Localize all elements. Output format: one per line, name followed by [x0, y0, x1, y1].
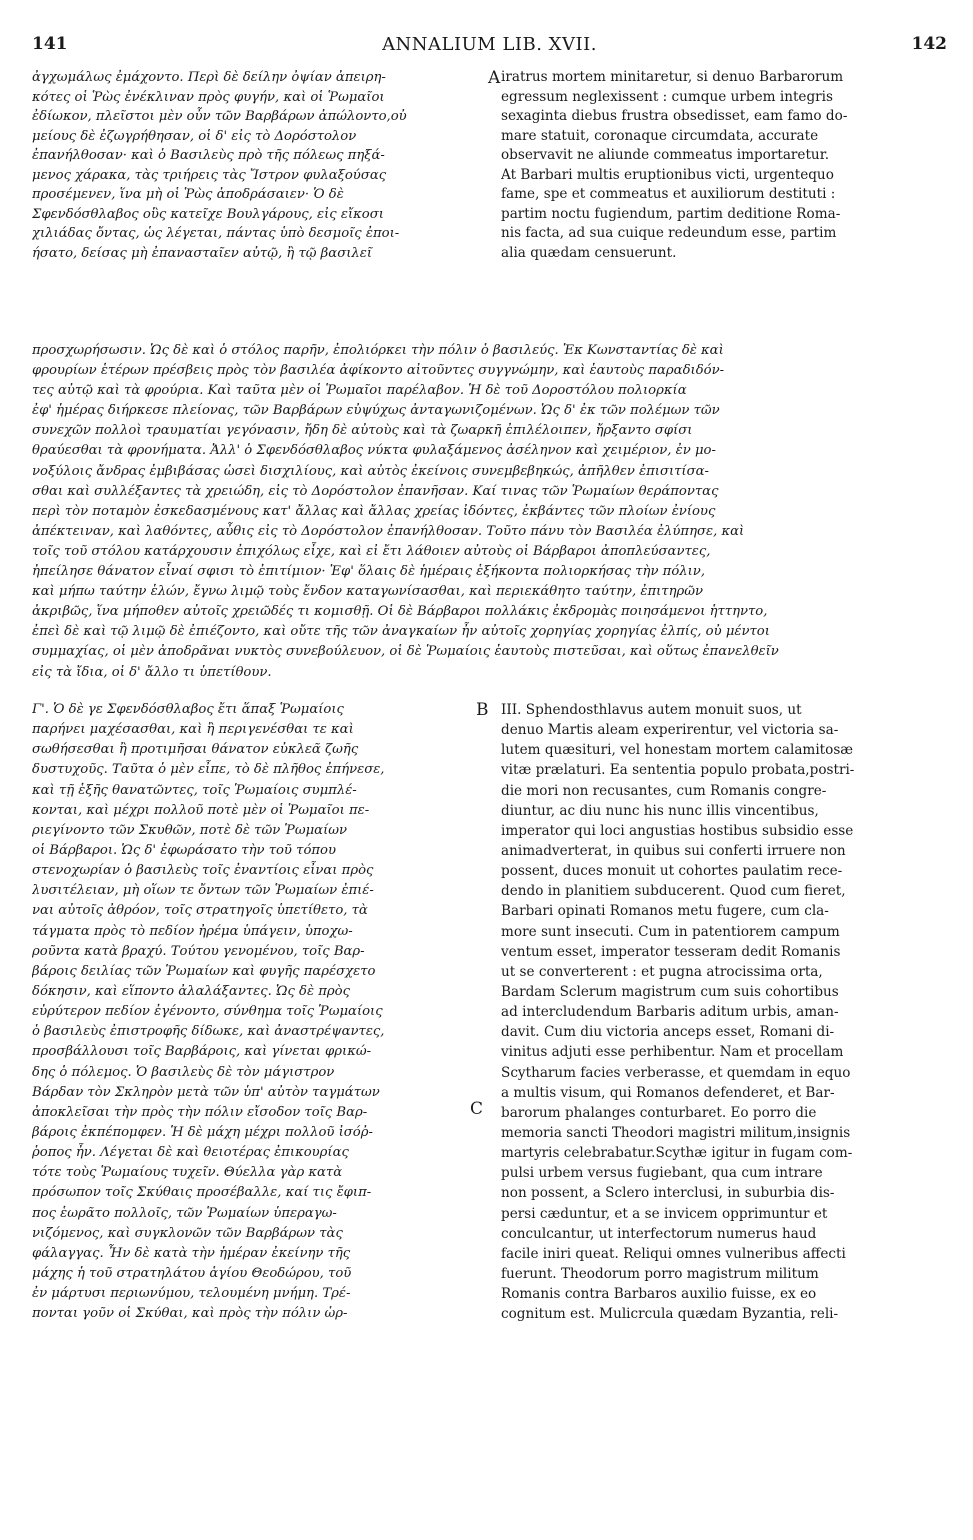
text-line: ut se converterent : et pugna atrocissima orta,: [501, 963, 823, 980]
text-line: προσέμενεν, ἵνα μὴ οἱ Ῥὼς ἀποδράσαιεν· Ὁ δὲ: [32, 187, 344, 202]
text-line: III. Sphendosthlavus autem monuit suos, ut: [501, 702, 802, 718]
text-line: Barbari opinati Romanos metu fugere, cum cla-: [501, 903, 829, 920]
text-line: καὶ τῇ ἑξῆς θανατῶντες, τοῖς Ῥωμαίοις συμπλέ-: [32, 782, 357, 798]
section-marker-a: A: [488, 68, 501, 88]
text-line: ἐπανήλθοσαν· καὶ ὁ Βασιλεὺς πρὸ τῆς πόλεως πηξά-: [32, 148, 385, 163]
text-line: facile iniri queat. Reliqui omnes vulneribus affecti: [501, 1245, 846, 1262]
text-line: φρουρίων ἑτέρων πρέσβεις πρὸς τὸν βασιλέα ἀφίκοντο αἰτοῦντες συγγνώμην, καὶ ἑαυτοὺς παραδιδόν-: [32, 363, 725, 379]
text-line: θραύεσθαι τὰ φρονήματα. Ἀλλ' ὁ Σφενδόσθλαβος νύκτα φυλαξάμενος ἀσέληνον καὶ χειμέριον, ἐν μο-: [32, 443, 716, 459]
text-line: Γ'. Ὁ δὲ γε Σφενδόσθλαβος ἔτι ἅπαξ Ῥωμαίοις: [32, 702, 344, 717]
text-line: ἀκριβῶς, ἵνα μήποθεν αὐτοῖς χρειῶδές τι κομισθῇ. Οἱ δὲ Βάρβαροι πολλάκις ἐκδρομὰς ποιησάμενοι ἡττηντο,: [32, 604, 768, 620]
text-line: πονται γοῦν οἱ Σκύθαι, καὶ πρὸς τὴν πόλιν ὡρ-: [32, 1306, 348, 1322]
text-line: κονται, καὶ μέχρι πολλοῦ ποτὲ μὲν οἱ Ῥωμαῖοι πε-: [32, 802, 370, 818]
text-line: Βάρδαν τὸν Σκληρὸν μετὰ τῶν ὑπ' αὐτὸν ταγμάτων: [32, 1084, 380, 1100]
text-line: ἀγχωμάλως ἐμάχοντο. Περὶ δὲ δείλην ὀψίαν ἀπειρη-: [32, 70, 386, 85]
text-line: μενος χάρακα, τὰς τριήρεις τὰς Ἴστρον φυλαξούσας: [32, 167, 387, 183]
section-marker-b: B: [476, 700, 489, 720]
text-line: pulsi urbem versus fugiebant, qua cum intrare: [501, 1165, 823, 1182]
text-line: sexaginta diebus frustra obsedisset, eam famo do-: [501, 108, 848, 124]
text-line: καὶ μήπω ταύτην ἑλών, ἔγνω λιμῷ τοὺς ἔνδον καταγωνίσασθαι, καὶ περιεκάθητο ταύτην, ἐπιτηρῶν: [32, 584, 704, 600]
latin-column-top: [501, 68, 946, 263]
text-line: die mori non recusantes, cum Romanis congre-: [501, 782, 827, 799]
text-line: ἐν μάρτυσι περιωνύμου, τελουμένη μνήμη. Τρέ-: [32, 1286, 351, 1302]
greek-column-top: [32, 68, 487, 263]
text-line: μείους δὲ ἐζωγρήθησαν, οἱ δ' εἰς τὸ Δορόστολον: [32, 128, 357, 144]
text-line: ροῦντα κατὰ βραχύ. Τούτου γενομένου, τοῖς Βαρ-: [32, 943, 365, 959]
text-line: βάροις ἐκπέπομφεν. Ἡ δὲ μάχη μέχρι πολλοῦ ἰσόῤ-: [32, 1124, 373, 1140]
text-line: εἰς τὰ ἴδια, οἱ δ' ἄλλο τι ὑπετίθουν.: [32, 664, 272, 680]
text-line: barorum phalanges conturbaret. Eo porro die: [501, 1104, 817, 1121]
text-line: προσχωρήσωσιν. Ὡς δὲ καὶ ὁ στόλος παρῆν, ἐπολιόρκει τὴν πόλιν ὁ βασιλεύς. Ἐκ Κωνσταντίας δὲ καὶ: [32, 343, 724, 358]
text-line: Σφενδόσθλαβος οὓς κατεῖχε Βουλγάρους, εἰς εἴκοσι: [32, 206, 384, 222]
text-line: ἐδίωκον, πλεῖστοι μὲν οὖν τῶν Βαρβάρων ἀπώλοντο,οὐ: [32, 109, 407, 124]
text-line: κότες οἱ Ῥὼς ἐνέκλιναν πρὸς φυγήν, καὶ οἱ Ῥωμαῖοι: [32, 89, 385, 105]
text-line: ὁ βασιλεὺς ἐπιστροφῆς δίδωκε, καὶ ἀναστρέψαντες,: [32, 1024, 385, 1040]
text-line: βάροις δειλίας τῶν Ῥωμαίων καὶ φυγῆς παρέσχετο: [32, 963, 376, 979]
text-line: fuerunt. Theodorum porro magistrum militum: [501, 1265, 819, 1282]
text-line: fame, spe et commeatus et auxiliorum destituti :: [501, 186, 836, 202]
text-line: ἀποκλεῖσαι τὴν πρὸς τὴν πόλιν εἴσοδον τοῖς Βαρ-: [32, 1104, 368, 1120]
text-line: partim noctu fugiendum, partim deditione Roma-: [501, 205, 841, 222]
page-header: [32, 34, 947, 60]
text-line: ναι αὐτοῖς ἀθρόον, τοῖς στρατηγοῖς ὑπετίθετο, τὰ: [32, 903, 368, 919]
text-line: συμμαχίας, οἱ μὲν ἀποδρᾶναι νυκτὸς συνεβούλευον, οἱ δὲ Ῥωμαίοις ἑαυτοὺς πιστεῦσαι, καὶ οὕτως ἐπανελθεῖν: [32, 644, 779, 660]
text-line: περὶ τὸν ποταμὸν ἐσκεδασμένους κατ' ἄλλας καὶ ἄλλας χρείας ἰδόντες, ἐκβάντες τῶν πλοίων ἐνίους: [32, 503, 716, 519]
text-line: τάγματα πρὸς τὸ πεδίον ἠρέμα ὑπάγειν, ὑποχω-: [32, 923, 353, 939]
text-line: φάλαγγας. Ἦν δὲ κατὰ τὴν ἡμέραν ἐκείνην τῆς: [32, 1245, 351, 1261]
text-line: non possent, a Sclero interclusi, in suburbia dis-: [501, 1185, 835, 1202]
text-line: δόκησιν, καὶ εἵποντο ἀλαλάξαντες. Ὡς δὲ πρὸς: [32, 983, 350, 999]
text-line: egressum neglexissent : cumque urbem integris: [501, 88, 833, 105]
text-line: nis facta, ad sua cuique redeundum esse, partim: [501, 225, 837, 241]
text-line: ἐφ' ἡμέρας διήρκεσε πλείονας, τῶν Βαρβάρων εὐψύχως ἀνταγωνιζομένων. Ὡς δ' ἐκ τῶν πολέμων τῶν: [32, 403, 720, 419]
text-line: a multis visum, qui Romanos defenderet, et Bar-: [501, 1084, 835, 1101]
text-line: possent, duces monuit ut cohortes paulatim rece-: [501, 863, 843, 880]
text-line: νιζόμενος, καὶ συγκλονῶν τῶν Βαρβάρων τὰς: [32, 1225, 343, 1241]
text-line: ῥοπος ἦν. Λέγεται δὲ καὶ θειοτέρας ἐπικουρίας: [32, 1145, 349, 1161]
text-line: ριεγίνοντο τῶν Σκυθῶν, ποτὲ δὲ τῶν Ῥωμαίων: [32, 822, 348, 838]
text-line: οἱ Βάρβαροι. Ὡς δ' ἐφωράσατο τὴν τοῦ τόπου: [32, 842, 337, 858]
text-line: δης ὁ πόλεμος. Ὁ βασιλεὺς δὲ τὸν μάγιστρον: [32, 1064, 335, 1080]
text-line: τότε τοὺς Ῥωμαίους τυχεῖν. Θύελλα γὰρ κατὰ: [32, 1165, 343, 1181]
latin-column-bottom: [501, 700, 948, 1324]
text-line: memoria sancti Theodori magistri militum,insignis: [501, 1124, 851, 1141]
text-line: πρόσωπον τοῖς Σκύθαις προσέβαλλε, καί τις ἔφιπ-: [32, 1185, 372, 1201]
text-line: Romanis contra Barbaros auxilio fuisse, ex eo: [501, 1286, 817, 1303]
greek-column-bottom: [32, 700, 482, 1324]
text-line: νοξύλοις ἄνδρας ἐμβιβάσας ὡσεὶ δισχιλίους, καὶ αὐτὸς ἐκείνοις συνεμβεβηκώς, ἀπῆλθεν ἐπισιτίσα-: [32, 463, 709, 479]
text-line: denuo Martis aleam experirentur, vel victoria sa-: [501, 722, 839, 739]
text-line: At Barbari multis eruptionibus victi, urgentequo: [501, 166, 834, 183]
text-line: τες αὐτῷ καὶ τὰ φρούρια. Καὶ ταῦτα μὲν οἱ Ῥωμαῖοι παρέλαβον. Ἡ δὲ τοῦ Δοροστόλου πολιορκία: [32, 383, 687, 399]
text-line: alia quædam censuerunt.: [501, 244, 677, 261]
text-line: more sunt insecuti. Cum in patentiorem campum: [501, 923, 840, 940]
text-line: σθαι καὶ συλλέξαντες τὰ χρειώδη, εἰς τὸ Δορόστολον ἐπανῆσαν. Καί τινας τῶν Ῥωμαίων θεράποντας: [32, 483, 719, 499]
text-line: μάχης ἡ τοῦ στρατηλάτου ἁγίου Θεοδώρου, τοῦ: [32, 1265, 352, 1281]
section-marker-c: C: [470, 1099, 484, 1119]
text-line: σωθήσεσθαι ἢ προτιμῆσαι θάνατον εὐκλεᾶ ζωῆς: [32, 742, 359, 758]
text-line: συνεχῶν πολλοὶ τραυματίαι γεγόνασιν, ἤδη δὲ αὐτοὺς καὶ τὰ ζωαρκῆ ἐπιλέλοιπεν, ἤρξαντο σφίσι: [32, 423, 693, 439]
text-line: ventum esset, imperator tesseram dedit Romanis: [501, 943, 841, 960]
text-line: εὐρύτερον πεδίον ἐγένοντο, σύνθημα τοῖς Ῥωμαίοις: [32, 1004, 383, 1020]
text-line: imperator qui loci angustias hostibus subsidio esse: [501, 822, 854, 839]
text-line: Bardam Sclerum magistrum cum suis cohortibus: [501, 983, 839, 1000]
text-line: observavit ne aliunde commeatus importaretur.: [501, 147, 830, 163]
text-line: vinitus adjuti esse perhibentur. Nam et procellam: [501, 1044, 844, 1061]
text-line: vitæ prælaturi. Ea sententia populo probata,postri-: [501, 762, 855, 779]
text-line: παρήνει μαχέσασθαι, καὶ ἢ περιγενέσθαι τε καὶ: [32, 722, 354, 738]
text-line: animadverterat, in quibus sui conferti irruere non: [501, 842, 846, 859]
text-line: martyris celebrabatur.Scythæ igitur in fugam com-: [501, 1145, 853, 1162]
text-line: ἠπείλησε θάνατον εἶναί σφισι τὸ ἐπιτίμιον· Ἐφ' ὅλαις δὲ ἡμέραις ἑξήκοντα πολιορκήσας τὴν πόλιν,: [32, 564, 706, 580]
text-line: ήσατο, δείσας μὴ ἐπανασταῖεν αὐτῷ, ἢ τῷ βασιλεῖ: [32, 245, 372, 261]
text-line: λυσιτέλειαν, μὴ οἵων τε ὄντων τῶν Ῥωμαίων ἐπιέ-: [32, 883, 374, 899]
text-line: πος ἑωρᾶτο πολλοῖς, τῶν Ῥωμαίων ὑπεραγω-: [32, 1205, 337, 1221]
right-page-number: 142: [911, 34, 947, 54]
text-line: ἐπεὶ δὲ καὶ τῷ λιμῷ δὲ ἐπιέζοντο, καὶ οὔτε τῆς τῶν ἀναγκαίων ἦν αὐτοῖς χορηγίας χορηγίας ἐλπίς, οὐ μέντοι: [32, 624, 770, 640]
text-line: ad intercludendum Barbaris aditum urbis, aman-: [501, 1004, 839, 1021]
text-line: δυστυχοῦς. Ταῦτα ὁ μὲν εἶπε, τὸ δὲ πλῆθος ἐπήνεσε,: [32, 762, 385, 778]
text-line: ἀπέκτειναν, καὶ λαθόντες, αὖθις εἰς τὸ Δορόστολον ἐπανήλθοσαν. Τοῦτο πάνυ τὸν Βασιλέα ἐλύπησε, καὶ: [32, 523, 745, 539]
text-line: προσβάλλουσι τοῖς Βαρβάροις, καὶ γίνεται φρικώ-: [32, 1044, 372, 1060]
text-line: conculcantur, ut interfectorum numerus haud: [501, 1225, 817, 1242]
text-line: dendo in planitiem subducerent. Quod cum fieret,: [501, 883, 846, 900]
text-line: τοῖς τοῦ στόλου κατάρχουσιν ἐπιχόλως εἶχε, καὶ εἰ ἔτι λάθοιεν αὐτοὺς οἱ Βάρβαροι ἀποπλεύσαντες,: [32, 543, 711, 559]
text-line: στενοχωρίαν ὁ βασιλεὺς τοῖς ἐναντίοις εἶναι πρὸς: [32, 863, 374, 879]
text-line: cognitum est. Mulicrcula quædam Byzantia, reli-: [501, 1306, 839, 1323]
text-line: persi cæduntur, et a se invicem opprimuntur et: [501, 1205, 828, 1222]
text-line: χιλιάδας ὄντας, ὡς λέγεται, πάντας ὑπὸ δεσμοῖς ἐποι-: [32, 226, 400, 241]
greek-full-width-text: [32, 341, 947, 683]
text-line: lutem quæsituri, vel honestam mortem calamitosæ: [501, 742, 854, 759]
text-line: davit. Cum diu victoria anceps esset, Romani di-: [501, 1024, 835, 1041]
left-page-number: 141: [32, 34, 68, 54]
text-line: iratrus mortem minitaretur, si denuo Barbarorum: [501, 69, 844, 85]
running-title: ANNALIUM LIB. XVII.: [382, 34, 597, 55]
text-line: mare statuit, coronaque circumdata, accurate: [501, 127, 819, 144]
text-line: Scytharum facies verberasse, et quemdam in equo: [501, 1064, 851, 1081]
text-line: diuntur, ac diu nunc his nunc illis vincentibus,: [501, 802, 819, 819]
